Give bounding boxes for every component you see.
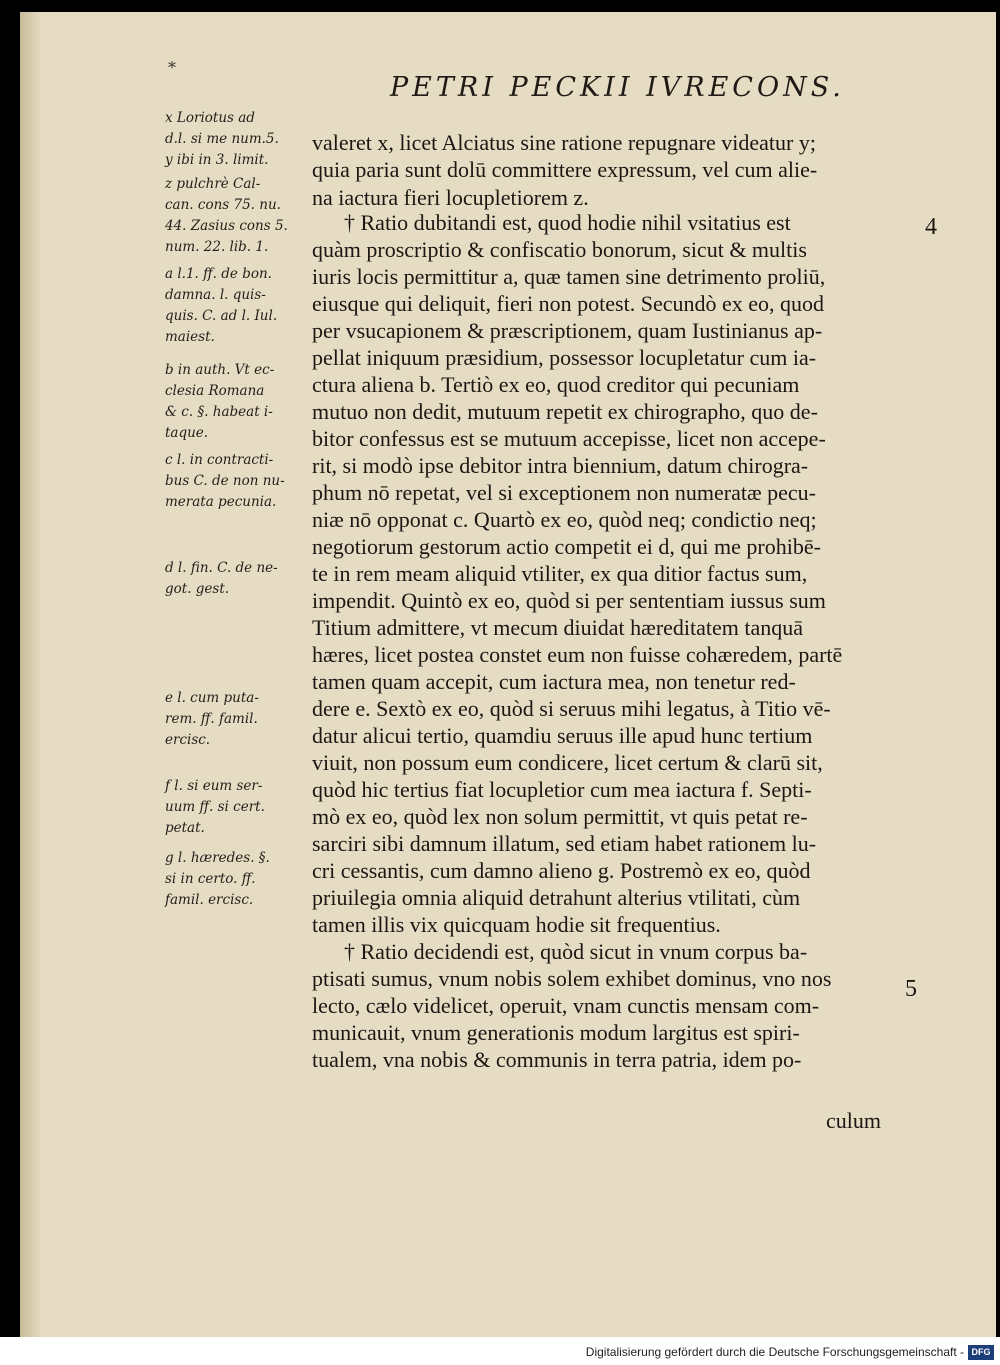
text-line: municauit, vnum generationis modum largitus est spiri- <box>312 1020 800 1045</box>
text-line: negotiorum gestorum actio competit ei d, qui me prohibē- <box>312 534 821 559</box>
margin-note: g l. hæredes. §. si in certo. ff. famil. ercisc. <box>165 850 270 908</box>
text-line: sarciri sibi damnum illatum, sed etiam habet rationem lu- <box>312 831 817 856</box>
margin-note: e l. cum puta- rem. ff. famil. ercisc. <box>165 690 259 748</box>
margin-note: x Loriotus ad d.l. si me num.5. <box>165 110 279 147</box>
text-line: viuit, non possum eum condicere, licet certum & clarū sit, <box>312 750 823 775</box>
text-line: quòd hic tertius fiat locupletior cum mea iactura f. Septi- <box>312 777 812 802</box>
text-line: niæ nō opponat c. Quartò ex eo, quòd neq; condictio neq; <box>312 507 817 532</box>
catchword: culum <box>826 1108 881 1133</box>
text-line: mutuo non dedit, mutuum repetit ex chirographo, quo de- <box>312 399 818 424</box>
text-line: priuilegia omnia aliquid detrahunt alterius vtilitati, cùm <box>312 885 801 910</box>
section-number: 5 <box>905 976 917 1002</box>
text-line: phum nō repetat, vel si exceptionem non numeratæ pecu- <box>312 480 817 505</box>
margin-note: d l. fin. C. de ne- got. gest. <box>165 560 278 597</box>
text-line: pellat iniquum præsidium, possessor locupletatur cum ia- <box>312 345 817 370</box>
footer-credit: Digitalisierung gefördert durch die Deutsche Forschungsgemeinschaft - <box>585 1345 964 1359</box>
dfg-logo-icon: DFG <box>968 1345 994 1360</box>
text-line: datur alicui tertio, quamdiu seruus ille apud hunc tertium <box>312 723 813 748</box>
section-number: 4 <box>925 214 937 240</box>
margin-note: f l. si eum ser- uum ff. si cert. petat. <box>165 778 265 836</box>
text-line: ptisati sumus, vnum nobis solem exhibet dominus, vno nos <box>312 966 832 991</box>
text-line: eiusque qui deliquit, fieri non potest. Secundò ex eo, quod <box>312 291 825 316</box>
margin-note: a l.1. ff. de bon. damna. l. quis- quis. C. ad l. Iul. maiest. <box>165 266 278 345</box>
text-line: † Ratio decidendi est, quòd sicut in vnum corpus ba- <box>344 939 808 964</box>
margin-note: c l. in contracti- bus C. de non nu- merata pecunia. <box>165 452 285 510</box>
text-line: valeret x, licet Alciatus sine ratione repugnare videatur y; <box>312 130 816 155</box>
margin-note: y ibi in 3. limit. <box>165 152 269 168</box>
text-line: rit, si modò ipse debitor intra biennium, datum chirogra- <box>312 453 809 478</box>
text-line: impendit. Quintò ex eo, quòd si per sententiam iussus sum <box>312 588 826 613</box>
text-line: quàm proscriptio & confiscatio bonorum, sicut & multis <box>312 237 807 262</box>
text-line: quia paria sunt dolū committere expressum, vel cum alie- <box>312 157 818 182</box>
text-line: hæres, licet postea constet eum non fuisse cohæredem, partē <box>312 642 843 667</box>
margin-note: b in auth. Vt ec- clesia Romana & c. §. habeat i- taque. <box>165 362 275 441</box>
text-line: lecto, cælo videlicet, operuit, vnam cunctis mensam com- <box>312 993 820 1018</box>
text-line: mò ex eo, quòd lex non solum permittit, vt quis petat re- <box>312 804 808 829</box>
text-line: iuris locis permittitur a, quæ tamen sine detrimento proliū, <box>312 264 826 289</box>
footer-bar <box>0 1337 1000 1365</box>
text-line: na iactura fieri locupletiorem z. <box>312 185 589 210</box>
text-line: tualem, vna nobis & communis in terra patria, idem po- <box>312 1047 802 1072</box>
text-line: bitor confessus est se mutuum accepisse, licet non accepe- <box>312 426 826 451</box>
page-edge <box>20 12 42 1337</box>
text-line: te in rem meam aliquid vtiliter, ex qua ditior factus sum, <box>312 561 808 586</box>
text-line: tamen illis vix quicquam hodie sit frequentius. <box>312 912 721 937</box>
text-line: tamen quam accepit, cum iactura mea, non tenetur red- <box>312 669 796 694</box>
text-line: ctura aliena b. Tertiò ex eo, quod creditor qui pecuniam <box>312 372 800 397</box>
text-line: † Ratio dubitandi est, quod hodie nihil vsitatius est <box>344 210 791 235</box>
text-line: dere e. Sextò ex eo, quòd si seruus mihi legatus, à Titio vē- <box>312 696 831 721</box>
margin-note: z pulchrè Cal- can. cons 75. nu. 44. Zasius cons 5. num. 22. lib. 1. <box>165 176 288 255</box>
top-mark: * <box>168 58 176 77</box>
text-line: per vsucapionem & præscriptionem, quam Iustinianus ap- <box>312 318 823 343</box>
text-line: Titium admittere, vt mecum diuidat hæreditatem tanquā <box>312 615 804 640</box>
text-line: cri cessantis, cum damno alieno g. Postremò ex eo, quòd <box>312 858 811 883</box>
running-header: PETRI PECKII IVRECONS. <box>390 72 845 103</box>
